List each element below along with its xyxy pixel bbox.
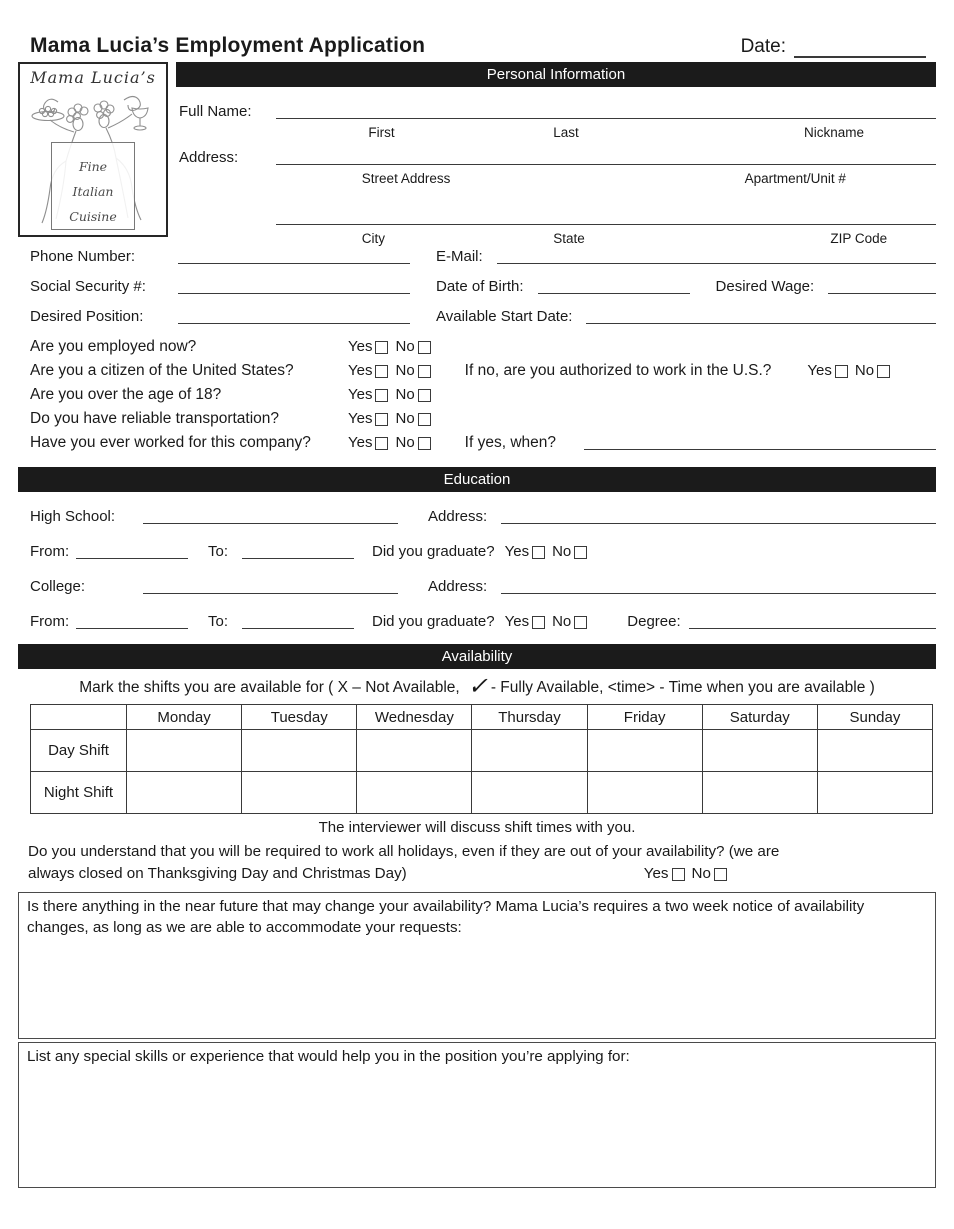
yes-label: Yes [348, 410, 373, 427]
holiday-question-line1: Do you understand that you will be required to work all holidays, even if they are out of your availability? (we are [28, 843, 780, 860]
yes-label: Yes [504, 543, 530, 560]
availability-cell[interactable] [817, 730, 932, 772]
yes-label: Yes [504, 613, 530, 630]
college-to-input-line[interactable] [242, 627, 354, 629]
availability-change-textbox[interactable] [18, 892, 936, 1039]
yes-checkbox[interactable] [532, 546, 545, 559]
graduate-label: Did you graduate? [372, 613, 495, 630]
question-text: Are you over the age of 18? [30, 386, 222, 403]
title-row [30, 0, 926, 58]
if-yes-when-label: If yes, when? [464, 434, 556, 451]
special-skills-textbox[interactable] [18, 1042, 936, 1188]
availability-cell[interactable] [587, 730, 702, 772]
yes-checkbox[interactable] [375, 365, 388, 378]
yes-no-group [807, 361, 890, 381]
availability-cell[interactable] [242, 730, 357, 772]
yes-no-group [505, 542, 588, 562]
email-label: E-Mail: [436, 248, 483, 265]
college-dates-row [30, 610, 936, 632]
desired-wage-label: Desired Wage: [715, 278, 815, 295]
zip-code-sublabel: ZIP Code [830, 231, 888, 246]
full-name-label: Full Name: [179, 103, 252, 120]
college-row [30, 575, 936, 597]
first-name-sublabel: First [368, 125, 395, 140]
from-label: From: [30, 613, 70, 630]
logo-wordmark: Mama Lucia’s [30, 68, 156, 87]
high-school-row [30, 505, 936, 527]
question-text: Are you a citizen of the United States? [30, 362, 294, 379]
yes-checkbox[interactable] [375, 413, 388, 426]
question-row-employed [30, 333, 936, 357]
graduate-label: Did you graduate? [372, 543, 495, 560]
no-checkbox[interactable] [714, 868, 727, 881]
question-text: Are you employed now? [30, 338, 197, 355]
city-sublabel: City [361, 231, 386, 246]
yes-checkbox[interactable] [835, 365, 848, 378]
yes-no-group [644, 864, 727, 884]
college-address-label: Address: [428, 578, 488, 595]
availability-cell[interactable] [702, 772, 817, 814]
college-from-input-line[interactable] [76, 627, 188, 629]
phone-number-input-line[interactable] [178, 262, 410, 264]
availability-cell[interactable] [472, 730, 587, 772]
question-row-worked-before [30, 429, 936, 453]
yes-checkbox[interactable] [532, 616, 545, 629]
last-name-sublabel: Last [553, 125, 579, 140]
degree-label: Degree: [627, 613, 681, 630]
to-label: To: [208, 613, 229, 630]
yes-no-group [348, 409, 431, 429]
college-address-input-line[interactable] [501, 592, 936, 594]
availability-cell[interactable] [472, 772, 587, 814]
day-header: Thursday [472, 705, 587, 730]
yes-no-group [348, 361, 431, 381]
question-row-citizen [30, 357, 936, 381]
availability-cell[interactable] [357, 730, 472, 772]
no-label: No [395, 338, 415, 355]
no-label: No [552, 613, 572, 630]
to-label: To: [208, 543, 229, 560]
day-shift-label: Day Shift [31, 730, 127, 772]
high-school-dates-row [30, 540, 936, 562]
company-logo [18, 62, 168, 237]
question-row-age [30, 381, 936, 405]
address-sublabels [276, 168, 936, 192]
legend-text-prefix: Mark the shifts you are available for ( X – Not Available, [79, 679, 460, 696]
phone-number-label: Phone Number: [30, 248, 136, 265]
yes-label: Yes [807, 362, 832, 379]
hs-address-label: Address: [428, 508, 488, 525]
yes-checkbox[interactable] [672, 868, 685, 881]
date-label: Date: [740, 36, 786, 57]
yes-checkbox[interactable] [375, 437, 388, 450]
logo-tagline-line: Cuisine [69, 209, 117, 224]
day-shift-row [31, 730, 933, 772]
no-label: No [854, 362, 875, 379]
day-header: Saturday [702, 705, 817, 730]
authorized-to-work-question: If no, are you authorized to work in the U.S.? [464, 362, 772, 379]
availability-cell[interactable] [587, 772, 702, 814]
day-header: Wednesday [357, 705, 472, 730]
date-field [741, 36, 926, 58]
no-checkbox[interactable] [418, 437, 431, 450]
section-header-personal-information: Personal Information [176, 62, 936, 87]
day-header: Friday [587, 705, 702, 730]
yes-no-group [348, 337, 431, 357]
availability-change-prompt: Is there anything in the near future that may change your availability? Mama Lucia’s requires a two week notice of availability changes, as long as we are able to accommodate your requests: [27, 898, 865, 936]
available-start-date-label: Available Start Date: [436, 308, 573, 325]
yes-checkbox[interactable] [375, 341, 388, 354]
from-label: From: [30, 543, 70, 560]
availability-cell[interactable] [817, 772, 932, 814]
street-address-input-line[interactable] [276, 163, 936, 165]
logo-tagline-line: Italian [72, 184, 114, 199]
yes-label: Yes [348, 434, 373, 451]
availability-legend [18, 674, 936, 702]
holiday-question-line2: always closed on Thanksgiving Day and Christmas Day) [28, 865, 407, 882]
desired-position-input-line[interactable] [178, 322, 410, 324]
hs-from-input-line[interactable] [76, 557, 188, 559]
day-header: Sunday [817, 705, 932, 730]
city-state-zip-sublabels [276, 228, 936, 252]
ssn-label: Social Security #: [30, 278, 146, 295]
section-header-education: Education [18, 467, 936, 492]
hs-address-input-line[interactable] [501, 522, 936, 524]
no-label: No [395, 434, 415, 451]
full-name-input-line[interactable] [276, 117, 936, 119]
day-header: Monday [127, 705, 242, 730]
availability-table [30, 704, 933, 814]
college-input-line[interactable] [143, 592, 398, 594]
checkmark-icon: ✓ [467, 672, 488, 700]
question-text: Do you have reliable transportation? [30, 410, 280, 427]
ssn-input-line[interactable] [178, 292, 410, 294]
night-shift-label: Night Shift [31, 772, 127, 814]
yes-label: Yes [348, 338, 373, 355]
day-header: Tuesday [242, 705, 357, 730]
street-address-sublabel: Street Address [361, 171, 451, 186]
email-input-line[interactable] [497, 262, 936, 264]
apartment-unit-sublabel: Apartment/Unit # [744, 171, 846, 186]
shift-corner-cell [31, 705, 127, 730]
desired-position-label: Desired Position: [30, 308, 144, 325]
date-of-birth-input-line[interactable] [538, 292, 690, 294]
nickname-sublabel: Nickname [804, 125, 865, 140]
no-checkbox[interactable] [574, 546, 587, 559]
no-label: No [552, 543, 572, 560]
city-state-zip-input-line[interactable] [276, 223, 936, 225]
available-start-date-input-line[interactable] [586, 322, 936, 324]
address-label: Address: [179, 149, 239, 166]
special-skills-prompt: List any special skills or experience that would help you in the position you’re applying for: [27, 1048, 630, 1065]
high-school-label: High School: [30, 508, 116, 525]
no-checkbox[interactable] [418, 365, 431, 378]
no-checkbox[interactable] [418, 341, 431, 354]
college-label: College: [30, 578, 86, 595]
no-checkbox[interactable] [418, 389, 431, 402]
holiday-question [28, 841, 936, 885]
availability-cell[interactable] [127, 730, 242, 772]
night-shift-row [31, 772, 933, 814]
date-input-line[interactable] [794, 40, 926, 58]
availability-header-row [31, 705, 933, 730]
high-school-input-line[interactable] [143, 522, 398, 524]
no-checkbox[interactable] [877, 365, 890, 378]
availability-cell[interactable] [702, 730, 817, 772]
yes-no-group [348, 433, 431, 453]
question-text: Have you ever worked for this company? [30, 434, 311, 451]
yes-no-group [348, 385, 431, 405]
yes-checkbox[interactable] [375, 389, 388, 402]
yes-label: Yes [643, 865, 669, 882]
logo-tagline-box [51, 142, 135, 230]
availability-cell[interactable] [357, 772, 472, 814]
degree-input-line[interactable] [689, 627, 936, 629]
no-label: No [395, 386, 415, 403]
desired-wage-input-line[interactable] [828, 292, 936, 294]
no-label: No [691, 865, 711, 882]
availability-cell[interactable] [127, 772, 242, 814]
page-title: Mama Lucia’s Employment Application [30, 34, 426, 57]
name-sublabels [276, 122, 936, 146]
logo-tagline-line: Fine [78, 159, 108, 174]
availability-cell[interactable] [242, 772, 357, 814]
interviewer-note: The interviewer will discuss shift times with you. [318, 819, 636, 836]
yes-no-group [505, 612, 588, 632]
hs-to-input-line[interactable] [242, 557, 354, 559]
no-checkbox[interactable] [574, 616, 587, 629]
no-checkbox[interactable] [418, 413, 431, 426]
no-label: No [395, 410, 415, 427]
worked-before-when-input-line[interactable] [584, 448, 936, 450]
no-label: No [395, 362, 415, 379]
yes-label: Yes [348, 386, 373, 403]
question-row-transportation [30, 405, 936, 429]
date-of-birth-label: Date of Birth: [436, 278, 524, 295]
section-header-availability: Availability [18, 644, 936, 669]
state-sublabel: State [553, 231, 585, 246]
yes-label: Yes [348, 362, 373, 379]
legend-text-suffix: - Fully Available, <time> - Time when you are available ) [490, 679, 875, 696]
